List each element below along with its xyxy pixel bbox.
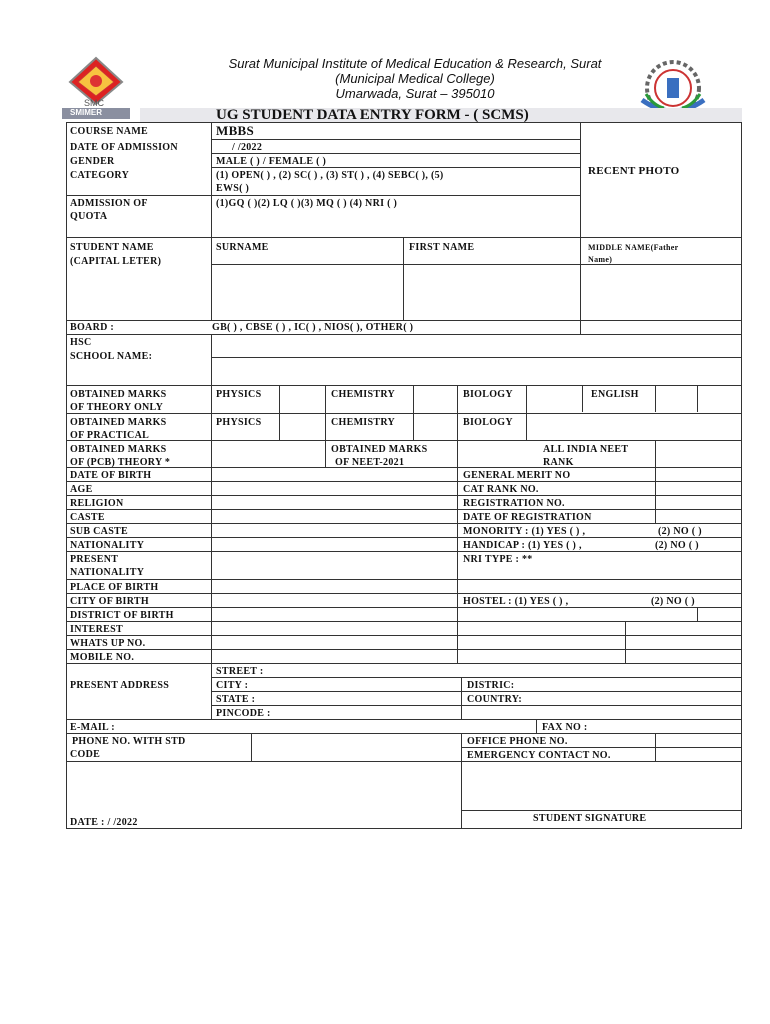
whatsapp-label: WHATS UP NO. (70, 638, 146, 649)
left-logo-banner: SMIMER (70, 108, 102, 117)
date-of-admission-label: DATE OF ADMISSION (70, 142, 178, 153)
gender-options[interactable]: MALE ( ) / FEMALE ( ) (216, 156, 327, 167)
age-label: AGE (70, 484, 93, 495)
practical-marks-label-1: OBTAINED MARKS (70, 417, 167, 428)
first-name-label: FIRST NAME (409, 242, 475, 253)
institute-line-2: (Municipal Medical College) (335, 71, 495, 86)
practical-marks-label-2: OF PRACTICAL (70, 430, 150, 441)
religion-label: RELIGION (70, 498, 124, 509)
emergency-contact-label: EMERGENCY CONTACT NO. (467, 750, 611, 761)
theory-marks-label-1: OBTAINED MARKS (70, 389, 167, 400)
institute-line-3: Umarwada, Surat – 395010 (335, 86, 495, 101)
theory-biology-label: BIOLOGY (463, 389, 513, 400)
city-of-birth-label: CITY OF BIRTH (70, 596, 149, 607)
middle-name-label: MIDDLE NAME(Father (588, 243, 679, 252)
quota-options[interactable]: (1)GQ ( )(2) LQ ( )(3) MQ ( ) (4) NRI ( ) (216, 198, 398, 209)
theory-english-label: ENGLISH (591, 389, 639, 400)
minority-no-option[interactable]: (2) NO ( ) (658, 526, 702, 537)
minority-options[interactable]: MONORITY : (1) YES ( ) , (463, 526, 586, 537)
student-name-label-1: STUDENT NAME (70, 242, 154, 253)
handicap-options[interactable]: HANDICAP : (1) YES ( ) , (463, 540, 582, 551)
course-value: MBBS (216, 123, 255, 138)
left-logo-text: SMC (84, 98, 104, 108)
hostel-no-option[interactable]: (2) NO ( ) (651, 596, 695, 607)
hostel-options[interactable]: HOSTEL : (1) YES ( ) , (463, 596, 569, 607)
hsc-label: HSC (70, 337, 92, 348)
category-options-line2[interactable]: EWS( ) (216, 183, 250, 194)
present-nationality-label-2: NATIONALITY (70, 567, 145, 578)
board-options[interactable]: GB( ) , CBSE ( ) , IC( ) , NIOS( ), OTHER( ) (212, 322, 414, 333)
country-label: COUNTRY: (467, 694, 523, 705)
gender-label: GENDER (70, 156, 115, 167)
middle-name-label-2: Name) (588, 255, 613, 264)
student-name-label-2: (CAPITAL LETER) (70, 256, 162, 267)
pcb-marks-label-2: OF (PCB) THEORY * (70, 457, 171, 468)
school-name-label: SCHOOL NAME: (70, 351, 153, 362)
form-title: UG STUDENT DATA ENTRY FORM - ( SCMS) (216, 107, 529, 123)
admission-quota-label-1: ADMISSION OF (70, 198, 148, 209)
neet-marks-label-1: OBTAINED MARKS (331, 444, 428, 455)
handicap-no-option[interactable]: (2) NO ( ) (655, 540, 699, 551)
state-label: STATE : (216, 694, 256, 705)
theory-chemistry-label: CHEMISTRY (331, 389, 396, 400)
signature-field[interactable] (462, 762, 741, 809)
admission-quota-label-2: QUOTA (70, 211, 108, 222)
district-label: DISTRIC: (467, 680, 515, 691)
neet-rank-label-2: RANK (543, 457, 574, 468)
admission-date-value[interactable]: / /2022 (232, 142, 263, 153)
institute-line-1: Surat Municipal Institute of Medical Education & Research, Surat (228, 56, 602, 71)
street-label: STREET : (216, 666, 264, 677)
date-footer: DATE : / /2022 (70, 817, 138, 828)
phone-std-label-2: CODE (70, 749, 101, 760)
present-nationality-label-1: PRESENT (70, 554, 119, 565)
mobile-label: MOBILE NO. (70, 652, 135, 663)
surname-field[interactable] (212, 265, 402, 319)
category-label: CATEGORY (70, 170, 130, 181)
district-of-birth-label: DISTRICT OF BIRTH (70, 610, 174, 621)
general-merit-label: GENERAL MERIT NO (463, 470, 571, 481)
practical-chemistry-label: CHEMISTRY (331, 417, 396, 428)
pincode-label: PINCODE : (216, 708, 271, 719)
interest-label: INTEREST (70, 624, 123, 635)
category-options-line1[interactable]: (1) OPEN( ) , (2) SC( ) , (3) ST( ) , (4) SEBC( ), (5) (216, 170, 444, 181)
neet-rank-label-1: ALL INDIA NEET (543, 444, 629, 455)
present-address-label: PRESENT ADDRESS (70, 680, 170, 691)
school-name-field[interactable] (212, 358, 741, 384)
dob-label: DATE OF BIRTH (70, 470, 152, 481)
surname-label: SURNAME (216, 242, 269, 253)
phone-std-label-1: PHONE NO. WITH STD (72, 736, 186, 747)
office-phone-label: OFFICE PHONE NO. (467, 736, 568, 747)
student-signature-label: STUDENT SIGNATURE (533, 813, 647, 824)
recent-photo-label: RECENT PHOTO (588, 165, 680, 177)
practical-physics-label: PHYSICS (216, 417, 262, 428)
date-of-registration-label: DATE OF REGISTRATION (463, 512, 592, 523)
theory-marks-label-2: OF THEORY ONLY (70, 402, 164, 413)
theory-physics-label: PHYSICS (216, 389, 262, 400)
email-label: E-MAIL : (70, 722, 115, 733)
city-label: CITY : (216, 680, 249, 691)
first-name-field[interactable] (404, 265, 580, 319)
middle-name-field[interactable] (581, 265, 741, 319)
board-label: BOARD : (70, 322, 115, 333)
pcb-marks-label-1: OBTAINED MARKS (70, 444, 167, 455)
caste-label: CASTE (70, 512, 105, 523)
practical-biology-label: BIOLOGY (463, 417, 513, 428)
course-name-label: COURSE NAME (70, 126, 149, 137)
sub-caste-label: SUB CASTE (70, 526, 128, 537)
cat-rank-label: CAT RANK NO. (463, 484, 539, 495)
registration-no-label: REGISTRATION NO. (463, 498, 565, 509)
place-of-birth-label: PLACE OF BIRTH (70, 582, 159, 593)
neet-marks-label-2: OF NEET-2021 (335, 457, 405, 468)
fax-label: FAX NO : (542, 722, 588, 733)
nationality-label: NATIONALITY (70, 540, 145, 551)
nri-type-label: NRI TYPE : ** (463, 554, 533, 565)
